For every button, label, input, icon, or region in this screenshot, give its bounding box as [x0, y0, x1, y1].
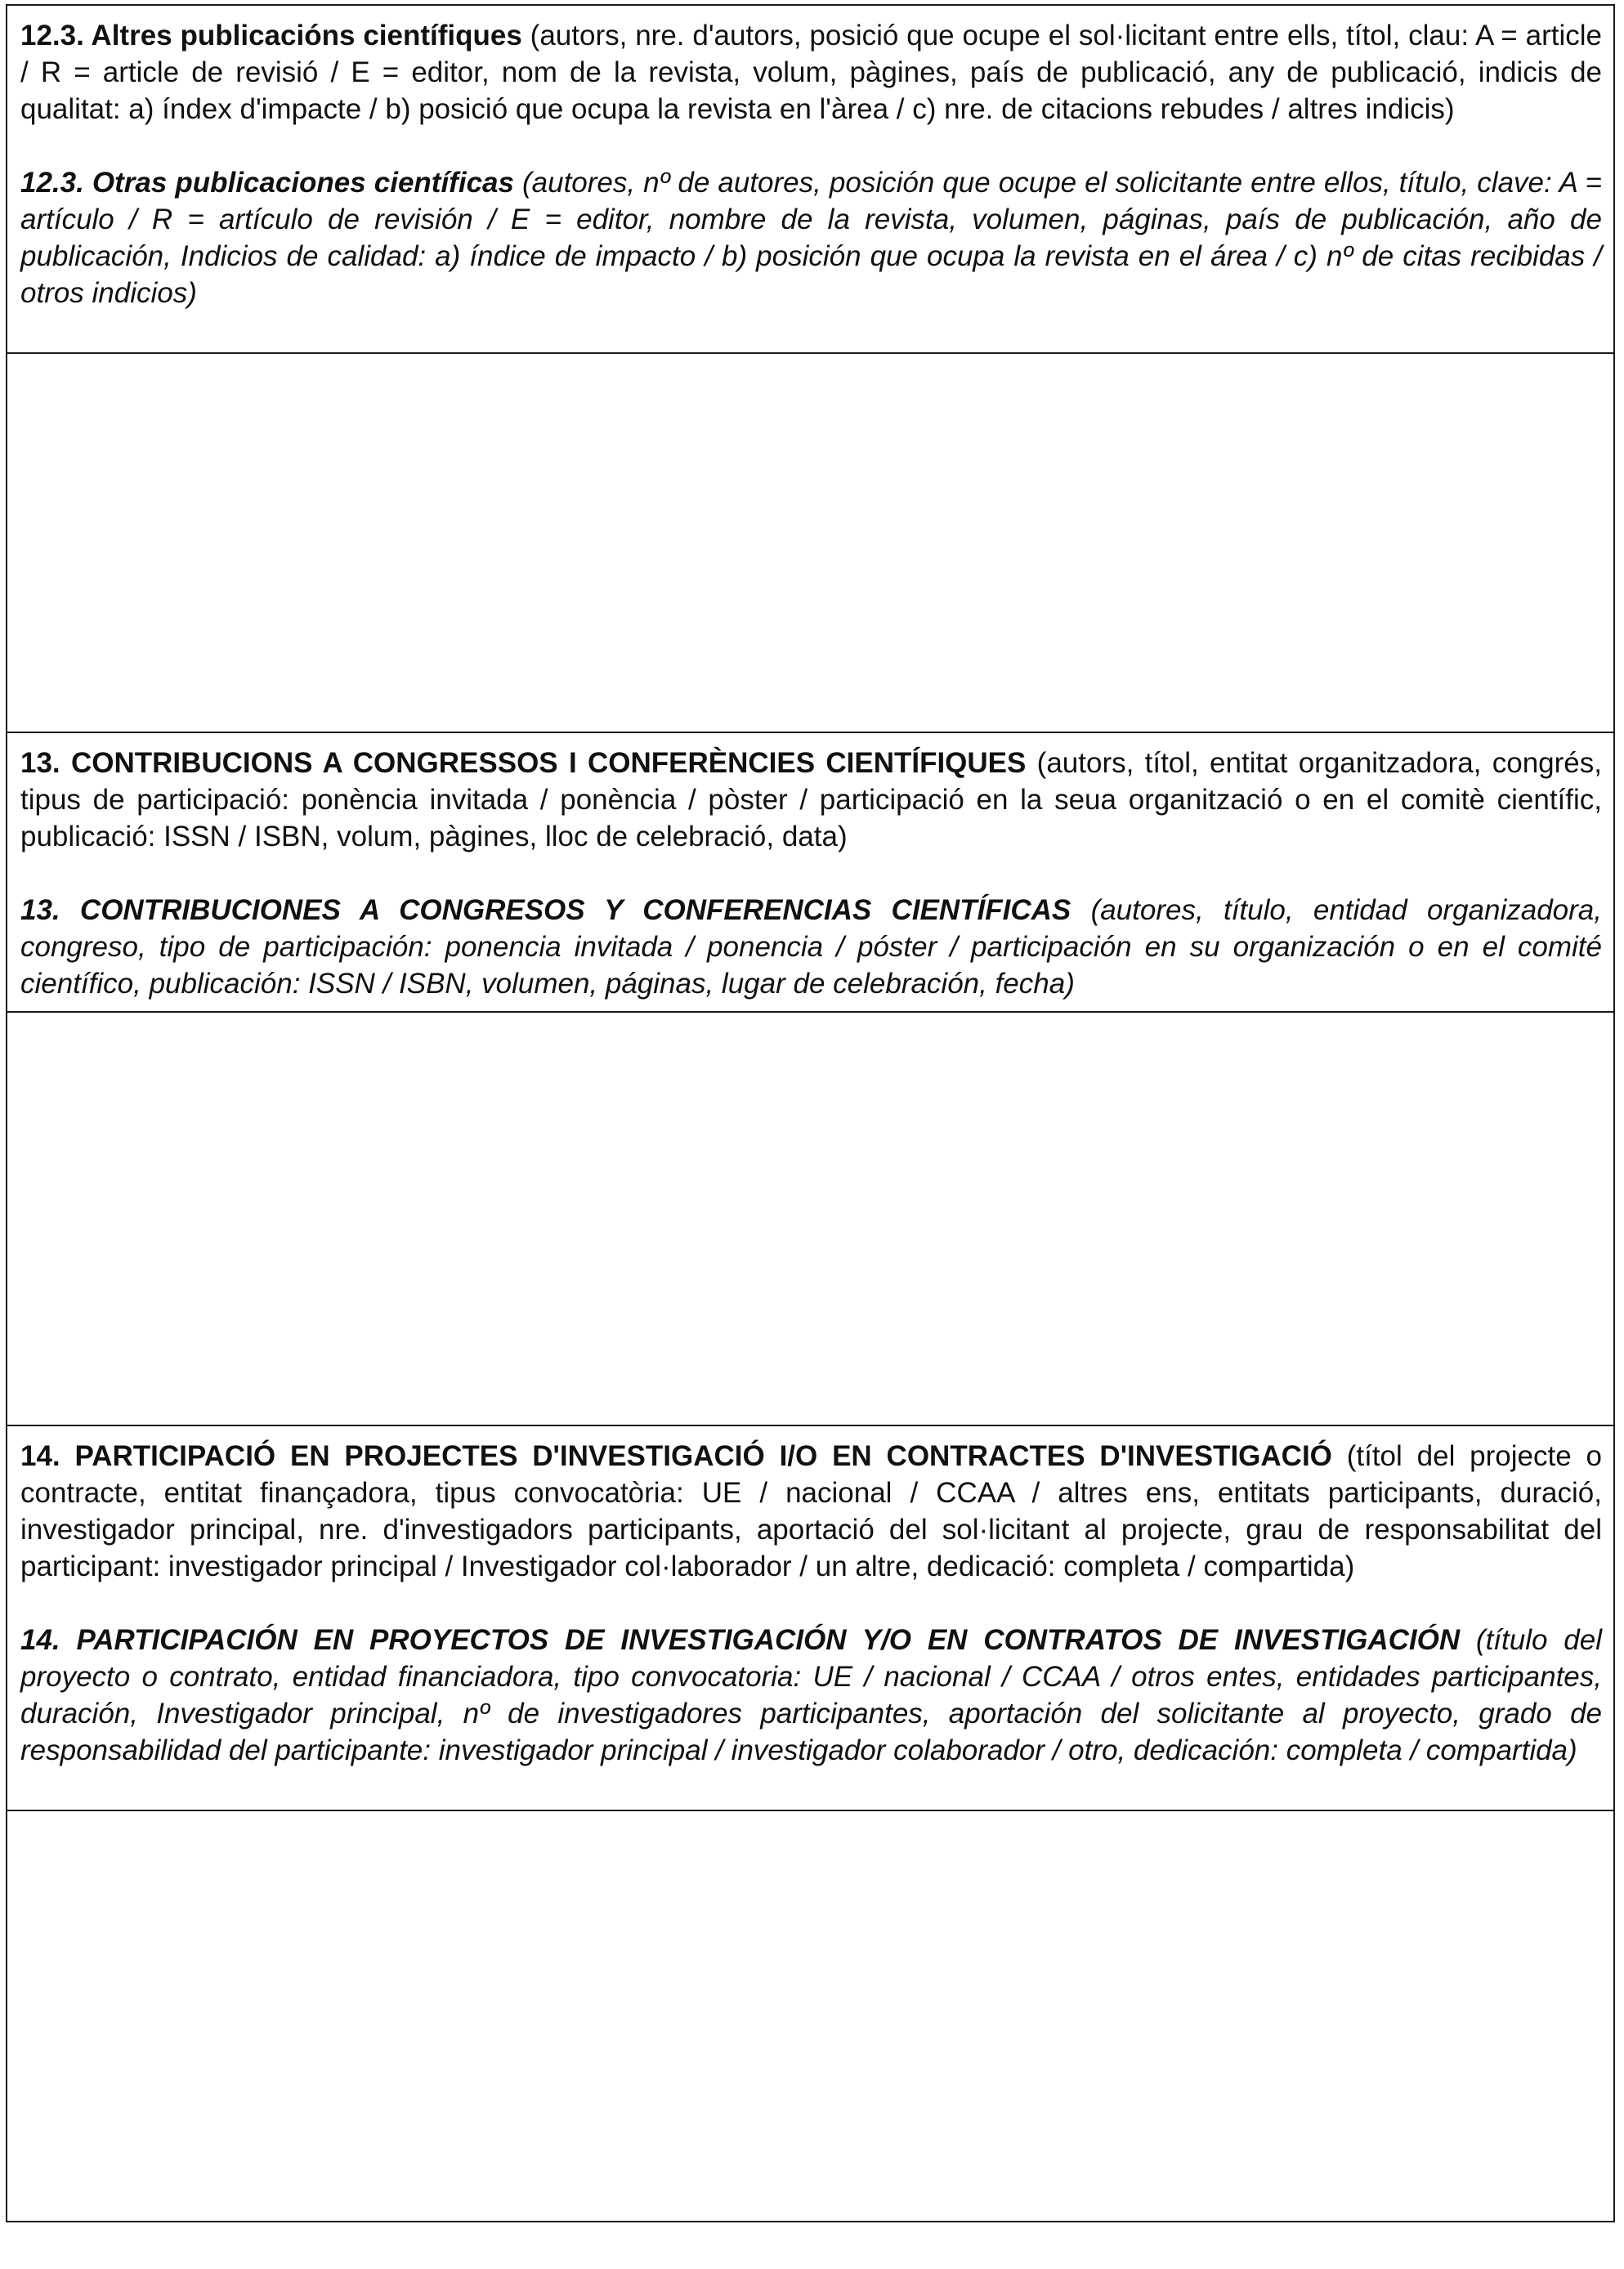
section-title: 13. CONTRIBUCIONS A CONGRESSOS I CONFERÈNCIES CIENTÍFIQUES: [20, 747, 1027, 779]
section-12-3-answer-field[interactable]: [7, 352, 1613, 733]
spanish-heading: [20, 892, 1602, 1002]
section-description: (autors, títol, entitat organitzadora, congrés, tipus de participació: ponència invitada / ponència / pòster / participació en la seua organització o en el comitè científic, publicació: ISSN / ISBN, volum, pàgines, lloc de celebració, data): [20, 747, 1602, 853]
section-12-3-header: [7, 6, 1613, 352]
catalan-heading: [20, 745, 1602, 855]
section-14-answer-field[interactable]: [7, 1810, 1613, 2221]
section-description: (títol del projecte o contracte, entitat finançadora, tipus convocatòria: UE / nacional / CCAA / altres ens, entitats participants, duració, investigador principal, nre. d'investigadors participants, aportació del sol·licitant al projecte, grau de responsabilitat del participant: investigador principal / Investigador col·laborador / un altre, dedicació: completa / compartida): [20, 1440, 1602, 1582]
section-title: 12.3. Altres publicacións científiques: [20, 20, 522, 51]
section-13-header: [7, 733, 1613, 1011]
catalan-heading: [20, 1438, 1602, 1585]
section-description: (título del proyecto o contrato, entidad financiadora, tipo convocatoria: UE / nacional / CCAA / otros entes, entidades participantes, duración, Investigador principal, nº de investigadores participantes, aportación del solicitante al proyecto, grado de responsabilidad del participante: investigador principal / investigador colaborador / otro, dedicación: completa / compartida): [20, 1624, 1602, 1766]
section-description: (autors, nre. d'autors, posició que ocupe el sol·licitant entre ells, títol, clau: A = article / R = article de revisió / E = editor, nom de la revista, volum, pàgines, país de publicació, any de publicació, indicis de qualitat: a) índex d'impacte / b) posició que ocupa la revista en l'àrea / c) nre. de citacions rebudes / altres indicis): [20, 20, 1602, 125]
section-title: 13. CONTRIBUCIONES A CONGRESOS Y CONFERENCIAS CIENTÍFICAS: [20, 894, 1071, 926]
section-description: (autores, nº de autores, posición que ocupe el solicitante entre ellos, título, clave: A = artículo / R = artículo de revisión / E = editor, nombre de la revista, volumen, páginas, país de publicación, año de publicación, Indicios de calidad: a) índice de impacto / b) posición que ocupa la revista en el área / c) nº de citas recibidas / otros indicios): [20, 167, 1602, 309]
section-title: 14. PARTICIPACIÓN EN PROYECTOS DE INVESTIGACIÓN Y/O EN CONTRATOS DE INVESTIGACIÓN: [20, 1624, 1461, 1656]
catalan-heading: [20, 17, 1602, 128]
section-title: 12.3. Otras publicaciones científicas: [20, 167, 514, 199]
section-14-header: [7, 1426, 1613, 1810]
section-description: (autores, título, entidad organizadora, congreso, tipo de participación: ponencia invitada / ponencia / póster / participación en su organización o en el comité científico, publicación: ISSN / ISBN, volumen, páginas, lugar de celebración, fecha): [20, 894, 1602, 1000]
spanish-heading: [20, 1622, 1602, 1769]
spanish-heading: [20, 164, 1602, 311]
form-table: [6, 4, 1615, 2222]
section-title: 14. PARTICIPACIÓ EN PROJECTES D'INVESTIGACIÓ I/O EN CONTRACTES D'INVESTIGACIÓ: [20, 1440, 1332, 1472]
section-13-answer-field[interactable]: [7, 1011, 1613, 1426]
